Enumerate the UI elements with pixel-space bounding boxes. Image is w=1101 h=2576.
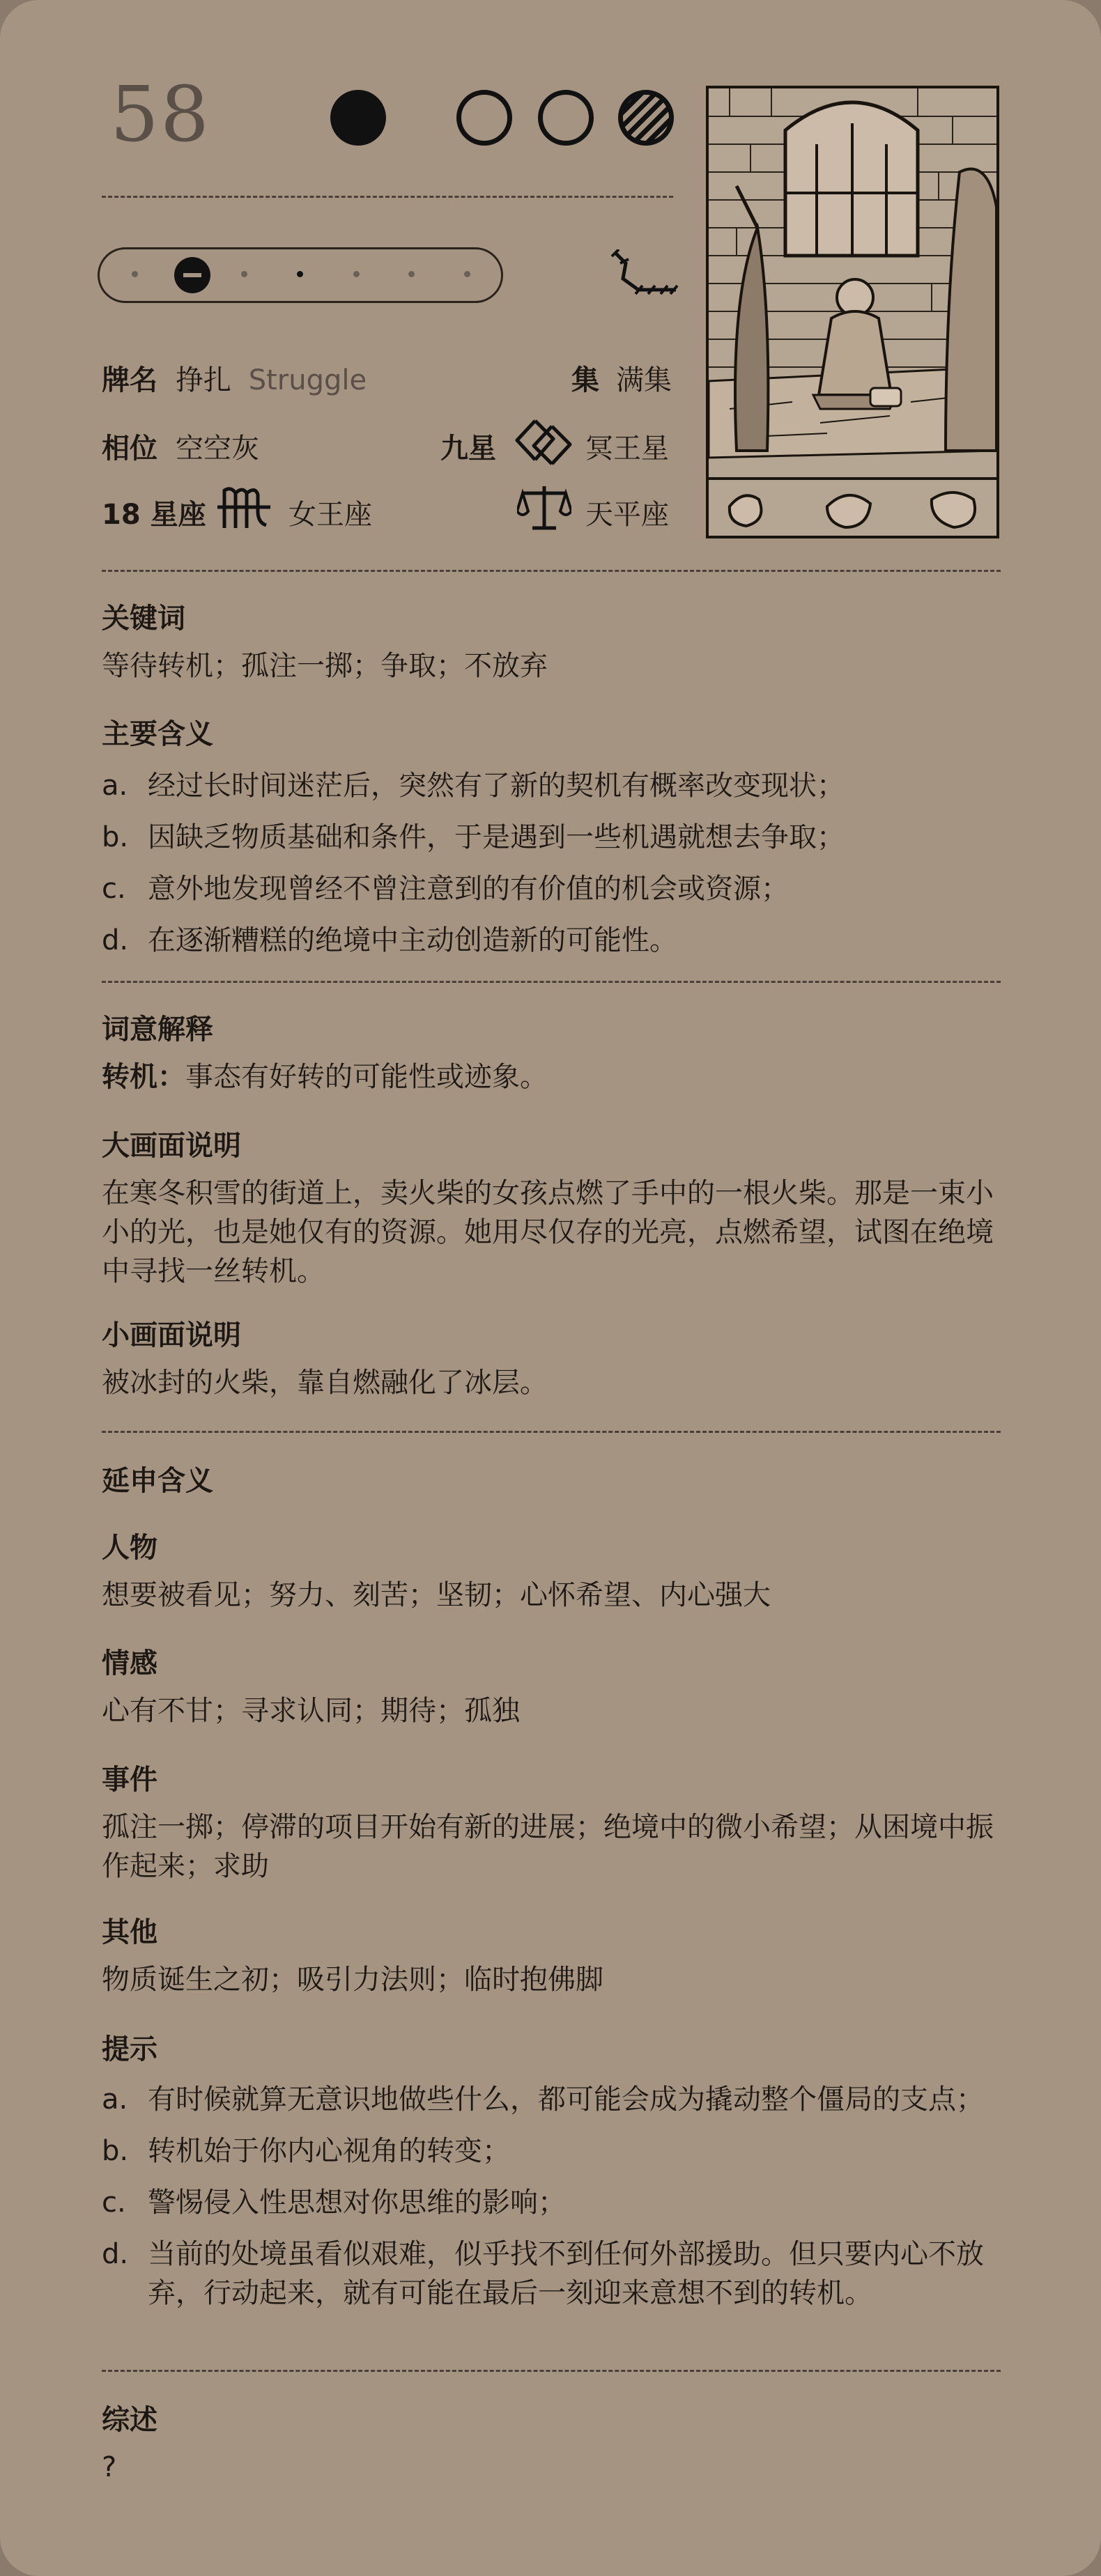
section-event xyxy=(102,1760,1001,1886)
list-text: 经过长时间迷茫后，突然有了新的契机有概率改变现状； xyxy=(148,770,845,802)
zodiac-value: 女王座 xyxy=(288,499,372,531)
section-person xyxy=(102,1528,1001,1615)
divider xyxy=(102,196,673,198)
section-main-meaning xyxy=(102,715,1001,960)
position-slider[interactable] xyxy=(98,247,503,303)
divider xyxy=(102,981,1001,983)
term-line xyxy=(102,1057,1001,1096)
section-title: 小画面说明 xyxy=(102,1319,241,1351)
indicator-filled xyxy=(330,90,386,146)
section-keywords xyxy=(102,599,1001,685)
section-title: 其他 xyxy=(102,1916,157,1948)
set-value: 满集 xyxy=(616,364,672,396)
divider xyxy=(102,2370,1001,2372)
section-text: 物质诞生之初；吸引力法则；临时抱佛脚 xyxy=(102,1964,603,1996)
section-emotion xyxy=(102,1644,1001,1730)
section-big-picture xyxy=(102,1126,1001,1291)
list-mark: b. xyxy=(102,2135,129,2167)
list-text: 因缺乏物质基础和条件，于是遇到一些机遇就想去争取； xyxy=(148,821,845,853)
name-label: 牌名 xyxy=(102,364,157,396)
slider-tick[interactable] xyxy=(464,271,470,277)
phase-value: 空空灰 xyxy=(176,433,259,465)
phase-label: 相位 xyxy=(102,433,157,465)
section-title: 词意解释 xyxy=(102,1014,213,1046)
list-mark: a. xyxy=(102,2084,128,2116)
section-title: 主要含义 xyxy=(102,718,213,750)
list-item xyxy=(102,766,1001,805)
section-text: ? xyxy=(102,2451,117,2483)
indicator-empty xyxy=(538,90,594,146)
slider-tick[interactable] xyxy=(353,271,360,277)
name-en: Struggle xyxy=(248,364,367,396)
list-text: 转机始于你内心视角的转变； xyxy=(148,2135,510,2167)
zodiac2-value: 天平座 xyxy=(585,499,669,531)
slider-tick[interactable] xyxy=(241,271,247,277)
indicator-empty xyxy=(456,90,512,146)
illustration-drawing xyxy=(709,88,996,536)
section-text: 心有不甘；寻求认同；期待；孤独 xyxy=(102,1695,520,1727)
slider-tick[interactable] xyxy=(297,271,303,277)
section-text: 在寒冬积雪的街道上，卖火柴的女孩点燃了手中的一根火柴。那是一束小小的光，也是她仅有的资源。她用尽仅存的光亮，点燃希望，试图在绝境中寻找一丝转机。 xyxy=(102,1177,994,1287)
zodiac-label: 18 星座 xyxy=(102,499,206,531)
section-title: 延申含义 xyxy=(102,1465,213,1497)
section-other xyxy=(102,1913,1001,1999)
list-mark: a. xyxy=(102,770,128,802)
nine-star-value: 冥王星 xyxy=(585,433,669,465)
list-item xyxy=(102,818,1001,857)
matchstick-icon xyxy=(610,249,679,304)
list-mark: c. xyxy=(102,873,126,905)
list-mark: d. xyxy=(102,924,129,956)
section-title: 人物 xyxy=(102,1532,157,1564)
section-text: 想要被看见；努力、刻苦；坚韧；心怀希望、内心强大 xyxy=(102,1579,771,1611)
section-title: 事件 xyxy=(102,1764,157,1796)
section-title: 大画面说明 xyxy=(102,1130,241,1162)
list-item xyxy=(102,2080,1001,2119)
list-text: 有时候就算无意识地做些什么，都可能会成为撬动整个僵局的支点； xyxy=(148,2084,984,2116)
name-zh: 挣扎 xyxy=(176,364,231,396)
section-summary xyxy=(102,2400,1001,2487)
term-label: 转机： xyxy=(102,1061,185,1093)
divider xyxy=(102,570,1001,572)
list-text: 警惕侵入性思想对你思维的影响； xyxy=(148,2187,566,2219)
card-illustration xyxy=(706,86,999,538)
list-text: 意外地发现曾经不曾注意到的有价值的机会或资源； xyxy=(148,873,789,905)
list-text: 在逐渐糟糕的绝境中主动创造新的可能性。 xyxy=(148,924,677,956)
list-item xyxy=(102,2235,1001,2313)
section-text: 被冰封的火柴，靠自燃融化了冰层。 xyxy=(102,1367,548,1399)
slider-tick[interactable] xyxy=(132,271,138,277)
set-label: 集 xyxy=(571,364,599,396)
list-mark: d. xyxy=(102,2238,129,2270)
section-small-picture xyxy=(102,1316,1001,1402)
term-text: 事态有好转的可能性或迹象。 xyxy=(185,1061,548,1093)
list-item xyxy=(102,869,1001,908)
list-mark: c. xyxy=(102,2187,126,2219)
list-item xyxy=(102,2132,1001,2171)
section-text: 孤注一掷；停滞的项目开始有新的进展；绝境中的微小希望；从困境中振作起来；求助 xyxy=(102,1811,994,1882)
libra-icon xyxy=(517,483,571,534)
pluto-icon xyxy=(514,417,573,470)
list-mark: b. xyxy=(102,821,129,853)
section-title: 提示 xyxy=(102,2033,157,2065)
list-text: 当前的处境虽看似艰难，似乎找不到任何外部援助。但只要内心不放弃，行动起来，就有可能在最后一刻迎来意想不到的转机。 xyxy=(148,2238,984,2309)
nine-star-label: 九星 xyxy=(440,433,496,465)
divider xyxy=(102,1431,1001,1433)
section-term xyxy=(102,1010,1001,1096)
card-number: 58 xyxy=(110,70,210,159)
slider-knob[interactable] xyxy=(174,257,210,293)
list-item xyxy=(102,921,1001,960)
indicator-striped xyxy=(618,90,674,146)
list-item xyxy=(102,2183,1001,2222)
section-title: 综述 xyxy=(102,2404,157,2436)
section-title: 关键词 xyxy=(102,603,185,635)
section-extended xyxy=(102,1461,1001,1500)
virgo-icon xyxy=(215,483,273,532)
section-text: 等待转机；孤注一掷；争取；不放弃 xyxy=(102,650,548,682)
section-hint xyxy=(102,2030,1001,2313)
name-value xyxy=(176,358,367,398)
slider-tick[interactable] xyxy=(408,271,415,277)
section-title: 情感 xyxy=(102,1647,157,1679)
